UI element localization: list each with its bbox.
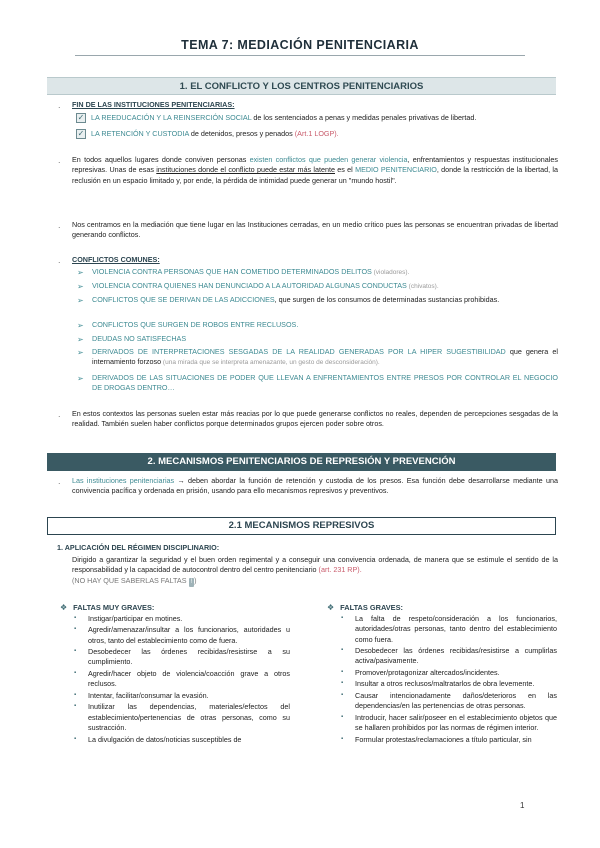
list-item: ▪ Agredir/hacer objeto de violencia/coacción grave a otros reclusos. bbox=[74, 669, 290, 690]
warning-icon: ! bbox=[190, 578, 193, 585]
conflict-note: (violadores). bbox=[371, 269, 410, 276]
list-item: ▪ Agredir/amenazar/insultar a los funcionarios, autoridades u otros, tanto del establecimiento como de fuera. bbox=[74, 625, 290, 646]
conflict-item bbox=[77, 334, 558, 344]
p1-part-c: es el bbox=[335, 165, 356, 175]
checkbox-icon: ✓ bbox=[77, 129, 85, 139]
disciplinary-body: Dirigido a garantizar la seguridad y el buen orden regimental y a conseguir una convivencia ordenada, de manera que se estimule el sentido de la responsabilidad y la capacidad de autocontrol dentro del centro penitenciario bbox=[72, 555, 558, 575]
p1-highlight-2: MEDIO PENITENCIARIO bbox=[355, 165, 437, 175]
list-item: ▪ Inutilizar las dependencias, materiales/efectos del establecimiento/pertenencias de otras personas, como su sustracción. bbox=[74, 702, 290, 733]
conflicts-heading-text: CONFLICTOS COMUNES: bbox=[72, 255, 160, 264]
faltas-muy-graves bbox=[60, 602, 290, 746]
diamond-icon: ❖ bbox=[327, 603, 335, 612]
checkbox-icon: ✓ bbox=[77, 113, 85, 123]
faltas-graves-title: FALTAS GRAVES: bbox=[340, 603, 403, 612]
disciplinary-heading bbox=[57, 543, 557, 553]
conflict-item bbox=[77, 267, 558, 277]
paragraph-contexts: En estos contextos las personas suelen estar más reacias por lo que puede generarse conflictos no reales, dependen de percepciones sesgadas de la realidad. También suelen haber conflictos porque determinados grupos ejercen poder sobre otros. bbox=[72, 409, 558, 429]
conflict-text: DERIVADOS DE LAS SITUACIONES DE PODER QUE LLEVAN A ENFRENTAMIENTOS ENTRE PRESOS POR CONTROLAR EL NEGOCIO DE DROGAS DENTRO… bbox=[92, 373, 558, 393]
s2-text: → deben abordar la función de retención y custodia de los presos. Esa función debe desarrollarse mediante una convivencia pacífica y ordenada en prisión, usando para ello mecanismos represivos y preventivos. bbox=[72, 476, 558, 496]
fin-heading-text: FIN DE LAS INSTITUCIONES PENITENCIARIAS: bbox=[72, 100, 235, 109]
conflicts-heading bbox=[72, 255, 558, 265]
disciplinary-heading-text: 1. APLICACIÓN DEL RÉGIMEN DISCIPLINARIO: bbox=[57, 543, 220, 552]
bullet: . bbox=[58, 255, 61, 265]
paragraph-institutions bbox=[72, 476, 558, 497]
title-divider bbox=[75, 55, 525, 56]
list-item: ▪ La falta de respeto/consideración a los funcionarios, autoridades/otras personas, tanto dentro del establecimiento como fuera. bbox=[341, 614, 557, 645]
conflict-text: CONFLICTOS QUE SE DERIVAN DE LAS ADICCIONES bbox=[92, 295, 275, 304]
bullet: . bbox=[58, 155, 61, 165]
section-2-heading: 2. MECANISMOS PENITENCIARIOS DE REPRESIÓN Y PREVENCIÓN bbox=[47, 453, 556, 471]
list-item: ▪ Intentar, facilitar/consumar la evasión. bbox=[74, 691, 290, 701]
conflict-item bbox=[77, 347, 558, 368]
paragraph-mediation: Nos centramos en la mediación que tiene lugar en las Instituciones cerradas, en un medio crítico pues las personas se encuentran privadas de libertad generando conflictos. bbox=[72, 220, 558, 240]
p1-part-b: , enfrentamientos y respuestas institucionales represivas. Unas de esas bbox=[72, 155, 558, 175]
list-item: ▪ Promover/protagonizar altercados/incidentes. bbox=[341, 668, 557, 678]
arrow-icon: ➢ bbox=[77, 282, 84, 291]
list-item: ▪ Instigar/participar en motines. bbox=[74, 614, 290, 624]
p1-part-a: En todos aquellos lugares donde conviven personas bbox=[72, 155, 250, 164]
conflict-note: (una mirada que se interpreta amenazante, un gesto de desconsideración). bbox=[161, 359, 380, 367]
bullet: . bbox=[58, 100, 61, 110]
list-item: ▪ Desobedecer las órdenes recibidas/resistirse a cumplirlas activa/pasivamente. bbox=[341, 646, 557, 667]
faltas-muy-graves-title: FALTAS MUY GRAVES: bbox=[73, 603, 155, 612]
arrow-icon: ➢ bbox=[77, 335, 84, 344]
section-2-1-heading: 2.1 MECANISMOS REPRESIVOS bbox=[47, 517, 556, 535]
disciplinary-text bbox=[72, 555, 558, 587]
p1-highlight: existen conflictos que pueden generar violencia bbox=[249, 155, 408, 164]
conflict-text: DEUDAS NO SATISFECHAS bbox=[92, 334, 187, 343]
bullet: . bbox=[58, 220, 61, 230]
page-number: 1 bbox=[520, 801, 525, 810]
paragraph-conflict bbox=[72, 155, 558, 186]
fin-2-text: de detenidos, presos y penados bbox=[188, 129, 295, 138]
bullet: . bbox=[58, 476, 61, 486]
s2-highlight: Las instituciones penitenciarias bbox=[72, 476, 175, 485]
faltas-graves-heading bbox=[327, 602, 557, 614]
bullet: . bbox=[58, 409, 61, 419]
disciplinary-ref: (art. 231 RP). bbox=[318, 565, 362, 575]
fin-heading bbox=[72, 100, 558, 110]
fin-1-highlight: LA REEDUCACIÓN Y LA REINSERCIÓN SOCIAL bbox=[91, 113, 252, 122]
document-title: TEMA 7: MEDIACIÓN PENITENCIARIA bbox=[181, 38, 419, 52]
conflict-note: (chivatos). bbox=[406, 283, 439, 290]
fin-item-1 bbox=[76, 113, 476, 123]
p1-part-d: , donde la restricción de la libertad, la reclusión en un espacio limitado y, por ende, la pérdida de intimidad puede generar un "mundo hostil". bbox=[72, 165, 558, 185]
conflict-rest: que genera el internamiento forzoso bbox=[92, 347, 558, 367]
list-item: ▪ Causar intencionadamente daños/deterioros en las dependencias/en las pertenencias de otras personas. bbox=[341, 691, 557, 712]
list-item: ▪ Introducir, hacer salir/poseer en el establecimiento objetos que se hallaren prohibidos por las normas de régimen interior. bbox=[341, 713, 557, 734]
conflict-text: VIOLENCIA CONTRA QUIENES HAN DENUNCIADO A LA AUTORIDAD ALGUNAS CONDUCTAS bbox=[92, 281, 407, 290]
arrow-icon: ➢ bbox=[77, 321, 84, 330]
faltas-graves bbox=[327, 602, 557, 746]
arrow-icon: ➢ bbox=[77, 296, 84, 305]
fin-2-ref: (Art.1 LOGP). bbox=[294, 129, 339, 138]
conflict-item bbox=[77, 281, 558, 291]
fin-1-text: de los sentenciados a penas y medidas penales privativas de libertad. bbox=[251, 113, 477, 122]
fin-2-highlight: LA RETENCIÓN Y CUSTODIA bbox=[91, 129, 189, 138]
conflict-text: VIOLENCIA CONTRA PERSONAS QUE HAN COMETIDO DETERMINADOS DELITOS bbox=[92, 267, 372, 276]
arrow-icon: ➢ bbox=[77, 268, 84, 277]
disciplinary-note-close: ) bbox=[194, 575, 197, 585]
conflict-rest: , que surgen de los consumos de determinadas sustancias prohibidas. bbox=[274, 295, 500, 304]
list-item: ▪ La divulgación de datos/noticias susceptibles de bbox=[74, 735, 290, 745]
faltas-muy-graves-heading bbox=[60, 602, 290, 614]
section-1-heading: 1. EL CONFLICTO Y LOS CENTROS PENITENCIARIOS bbox=[47, 77, 556, 95]
p1-underlined: instituciones donde el conflicto puede estar más latente bbox=[156, 165, 335, 175]
list-item: ▪ Formular protestas/reclamaciones a título particular, sin bbox=[341, 735, 557, 745]
fin-item-2 bbox=[76, 129, 339, 139]
list-item: ▪ Desobedecer las órdenes recibidas/resistirse a su cumplimiento. bbox=[74, 647, 290, 668]
diamond-icon: ❖ bbox=[60, 603, 68, 612]
list-item: ▪ Insultar a otros reclusos/maltratarlos de obra levemente. bbox=[341, 679, 557, 689]
arrow-icon: ➢ bbox=[77, 348, 84, 357]
conflict-item bbox=[77, 373, 558, 394]
arrow-icon: ➢ bbox=[77, 374, 84, 383]
conflict-item bbox=[77, 295, 558, 305]
disciplinary-note: (NO HAY QUE SABERLAS FALTAS bbox=[72, 575, 189, 585]
conflict-item bbox=[77, 320, 558, 330]
conflict-text: CONFLICTOS QUE SURGEN DE ROBOS ENTRE RECLUSOS. bbox=[92, 320, 299, 329]
conflict-text: DERIVADOS DE INTERPRETACIONES SESGADAS DE LA REALIDAD GENERADAS POR LA HIPER SUGESTIBILIDAD bbox=[92, 347, 506, 356]
